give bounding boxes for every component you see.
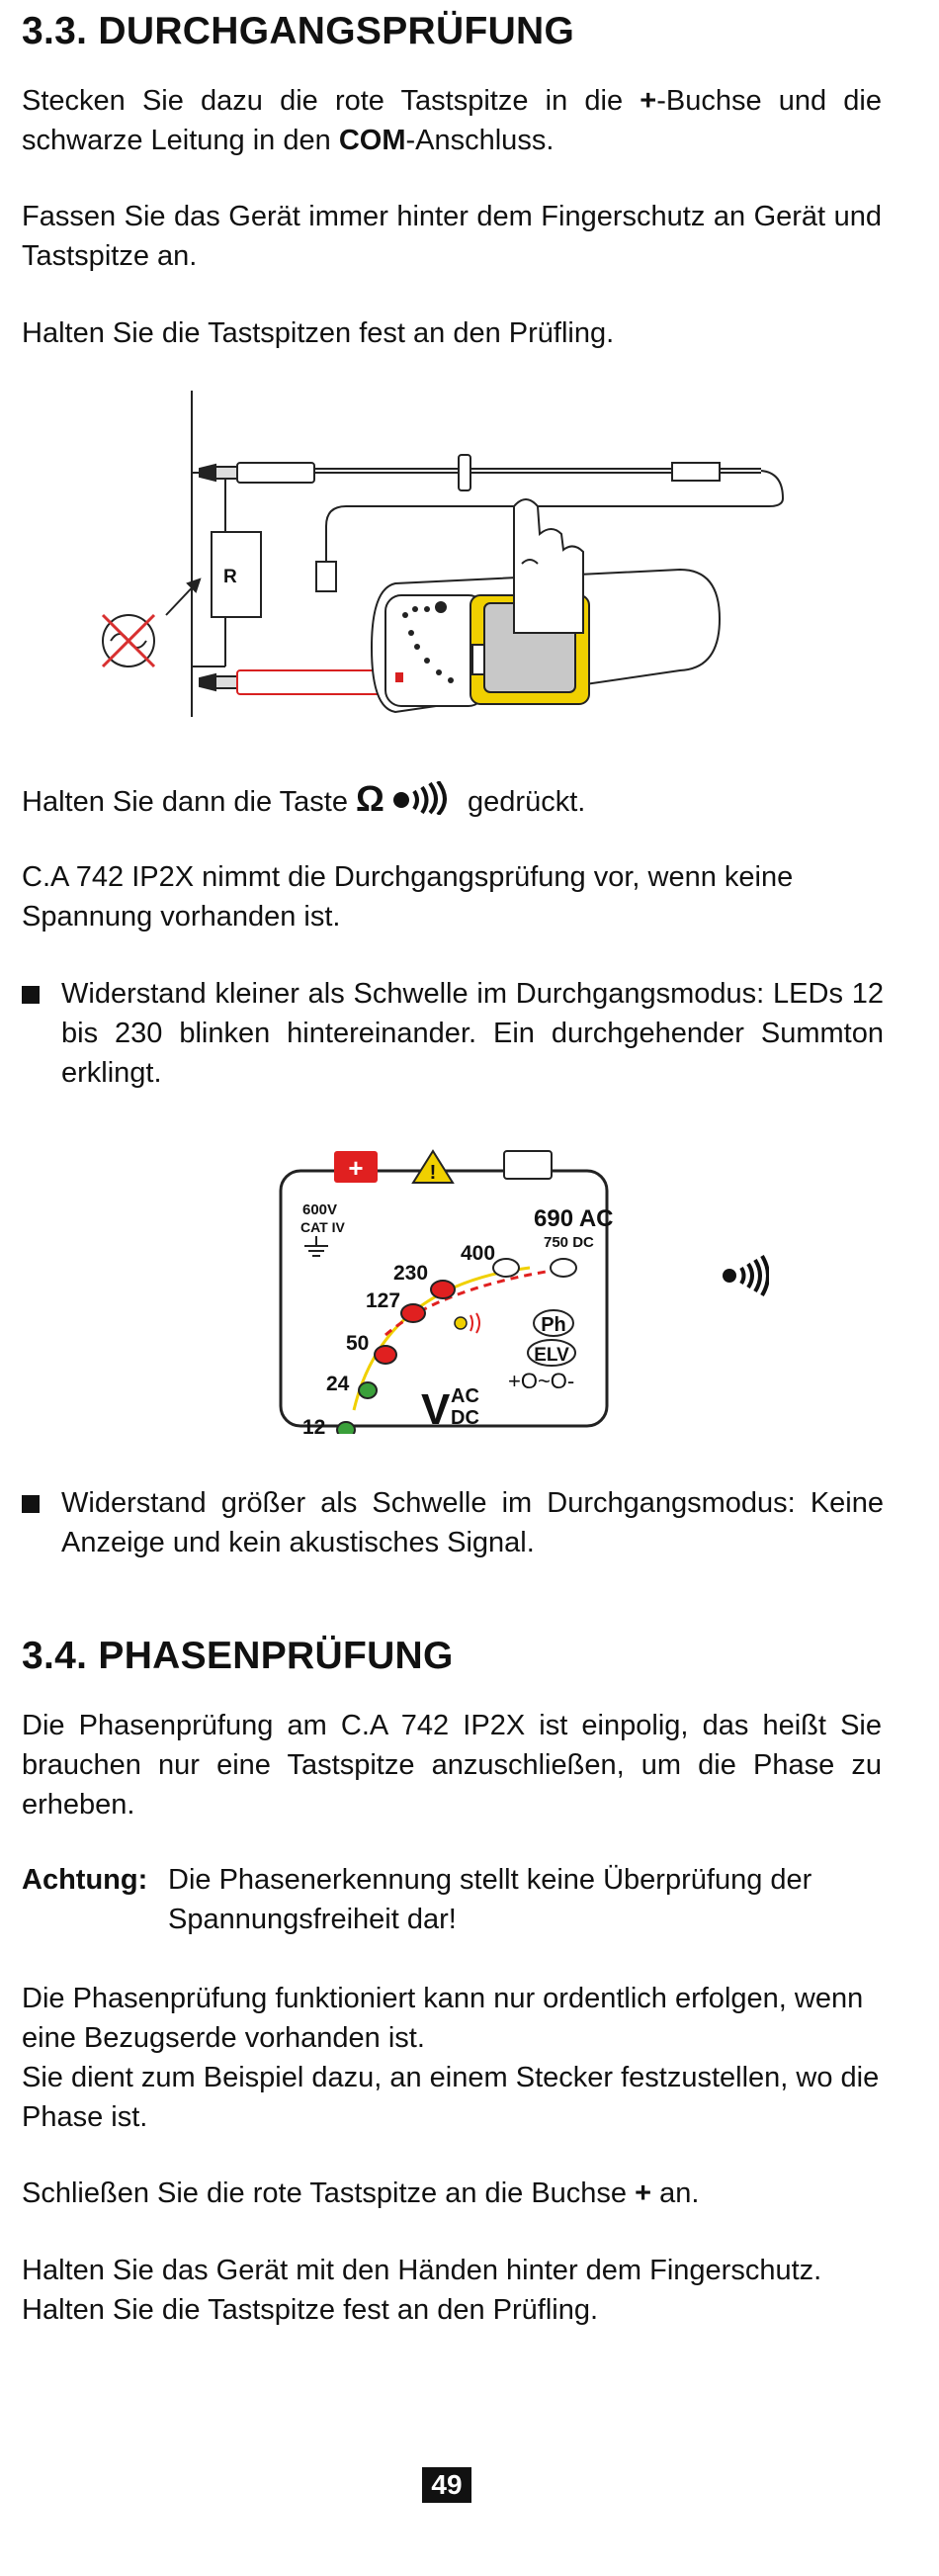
volt-symbol: V (421, 1385, 451, 1434)
polarity-legend: +O~O- (508, 1369, 575, 1393)
buzzer-icon (392, 781, 460, 815)
paragraph-finger-guard: Fassen Sie das Gerät immer hinter dem Fingerschutz an Gerät und Tastspitze an. (22, 201, 882, 272)
led-label-400: 400 (461, 1242, 496, 1265)
continuity-test-illustration (89, 386, 811, 722)
section-heading-continuity: 3.3. DURCHGANGSPRÜFUNG (22, 10, 575, 52)
paragraph-plug-probes: Stecken Sie dazu die rote Tastspitze in die +-Buchse und die schwarze Leitung in den COM-Anschluss. (22, 85, 883, 156)
paragraph-hold-device: Halten Sie das Gerät mit den Händen hinter dem Fingerschutz. Halten Sie die Tastspitze fest an den Prüfling. (22, 2255, 822, 2326)
warning-label: Achtung: (22, 1864, 148, 1896)
warning-triangle-icon (413, 1151, 453, 1184)
paragraph-press-button: Halten Sie dann die Taste Ω gedrückt. (22, 778, 586, 819)
bullet-square-icon (22, 986, 40, 1004)
plus-terminal-label: + (348, 1153, 364, 1183)
paragraph-single-pole: Die Phasenprüfung am C.A 742 IP2X ist einpolig, das heißt Sie brauchen nur eine Tastspitze anzuschließen, um die Phase zu erheben. (22, 1710, 882, 1821)
paragraph-no-voltage: C.A 742 IP2X nimmt die Durchgangsprüfung vor, wenn keine Spannung vorhanden ist. (22, 861, 794, 933)
volt-ac-label: AC (451, 1385, 479, 1407)
svg-text:!: ! (429, 1162, 437, 1184)
buzzer-icon (723, 1256, 768, 1295)
paragraph-connect-red-probe: Schließen Sie die rote Tastspitze an die Buchse + an. (22, 2177, 700, 2209)
resistor-label: R (223, 567, 237, 587)
max-voltage-ac: 690 AC (534, 1205, 614, 1232)
cat-rating-line2: CAT IV (300, 1219, 345, 1235)
led-display-illustration (275, 1137, 769, 1434)
page-number: 49 (422, 2467, 471, 2503)
manual-page: 3.3. DURCHGANGSPRÜFUNG Stecken Sie dazu die rote Tastspitze in die +-Buchse und die schwarze Leitung in den COM-Anschluss. Fassen Sie das Gerät immer hinter dem Fingerschutz an Gerät und Tastspitze an. Halten Sie die Tastspitzen fest an den Prüfling. R Halten Sie dann die Taste Ω gedrückt. C.A 742 IP2X nimmt die Durchgangsprüfung vor, wenn keine Spannung vorhanden ist. Widerstand kleiner als Schwelle im Durchgangsmodus: LEDs 12 bis 230 blinken hintereinander. Ein durchgehender Summton erklingt. + ! 600V CAT IV 690 AC 750 DC 400 230 127 50 24 12 Ph ELV V AC DC +O~O- Widerstand größer als Schwelle im Durchgangsmodus: Keine Anzeige und kein akustisches Signal. 3.4. PHASENPRÜFUNG Die Phasenprüfung am C.A 742 IP2X ist einpolig, das heißt Sie brauchen nur eine Tastspitze anzuschließen, um die Phase zu erheben. Achtung: Die Phasenerkennung stellt keine Überprüfung der Spannungsfreiheit dar! Die Phasenprüfung funktioniert kann nur ordentlich erfolgen, wenn eine Bezugserde vorhanden ist. Sie dient zum Beispiel dazu, an einem Stecker festzustellen, wo die Phase ist. Schließen Sie die rote Tastspitze an die Buchse + an. Halten Sie das Gerät mit den Händen hinter dem Fingerschutz. Halten Sie die Tastspitze fest an den Prüfling. 49 (0, 0, 939, 2576)
led-label-24: 24 (326, 1373, 350, 1395)
cat-rating-line1: 600V (302, 1201, 338, 1218)
max-voltage-dc: 750 DC (544, 1234, 594, 1251)
led-label-12: 12 (302, 1416, 326, 1434)
led-label-127: 127 (366, 1289, 401, 1312)
bullet-square-icon (22, 1495, 40, 1513)
elv-indicator-label: ELV (534, 1345, 569, 1366)
led-label-50: 50 (346, 1332, 370, 1355)
volt-dc-label: DC (451, 1407, 479, 1429)
paragraph-earth-reference: Die Phasenprüfung funktioniert kann nur ordentlich erfolgen, wenn eine Bezugserde vorhanden ist. (22, 1983, 864, 2054)
phase-indicator-label: Ph (541, 1314, 566, 1336)
warning-text: Die Phasenerkennung stellt keine Überprüfung der Spannungsfreiheit dar! (168, 1864, 812, 1935)
paragraph-hold-probes: Halten Sie die Tastspitzen fest an den Prüfling. (22, 317, 615, 349)
paragraph-plug-phase: Sie dient zum Beispiel dazu, an einem Stecker festzustellen, wo die Phase ist. (22, 2062, 880, 2133)
led-label-230: 230 (393, 1262, 429, 1285)
section-heading-phase: 3.4. PHASENPRÜFUNG (22, 1635, 454, 1677)
ohm-symbol: Ω (356, 778, 384, 819)
